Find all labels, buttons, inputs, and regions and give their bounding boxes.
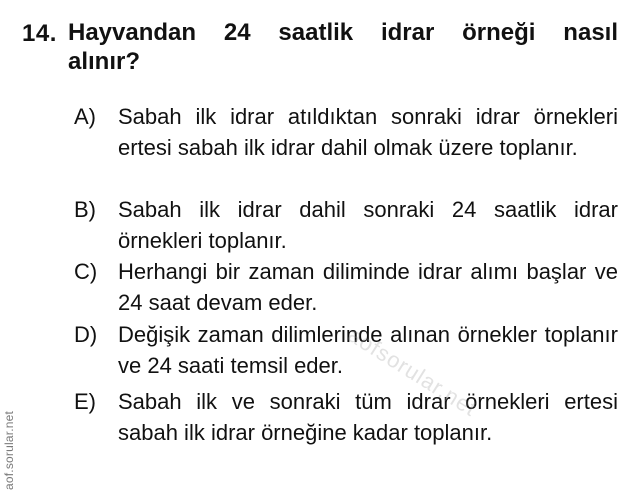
- question-number: 14.: [22, 20, 57, 47]
- question-stem: [68, 18, 618, 76]
- option-c-letter: C): [74, 259, 98, 284]
- option-d-letter: D): [74, 322, 98, 347]
- option-a-letter: A): [74, 104, 96, 129]
- diagonal-watermark: aofsorular.net: [343, 321, 482, 422]
- question-stem-line-1: Hayvandan 24 saatlik idrar örneği nasıl: [68, 19, 618, 46]
- option-d-text: Değişik zaman dilimlerinde alınan örnekler toplanır ve 24 saati temsil eder.: [118, 322, 618, 378]
- option-e-letter: E): [74, 389, 96, 414]
- question-stem-line-2: alınır?: [68, 48, 141, 75]
- option-e-text: Sabah ilk ve sonraki tüm idrar örnekleri ertesi sabah ilk idrar örneğine kadar toplanır.: [118, 389, 618, 445]
- side-watermark: aof.sorular.net: [2, 410, 16, 490]
- option-b-text: Sabah ilk idrar dahil sonraki 24 saatlik idrar örnekleri toplanır.: [118, 197, 618, 253]
- option-a-text: Sabah ilk idrar atıldıktan sonraki idrar örnekleri ertesi sabah ilk idrar dahil olmak üzere toplanır.: [118, 104, 618, 160]
- option-b-letter: B): [74, 197, 96, 222]
- option-c-text: Herhangi bir zaman diliminde idrar alımı başlar ve 24 saat devam eder.: [118, 259, 618, 315]
